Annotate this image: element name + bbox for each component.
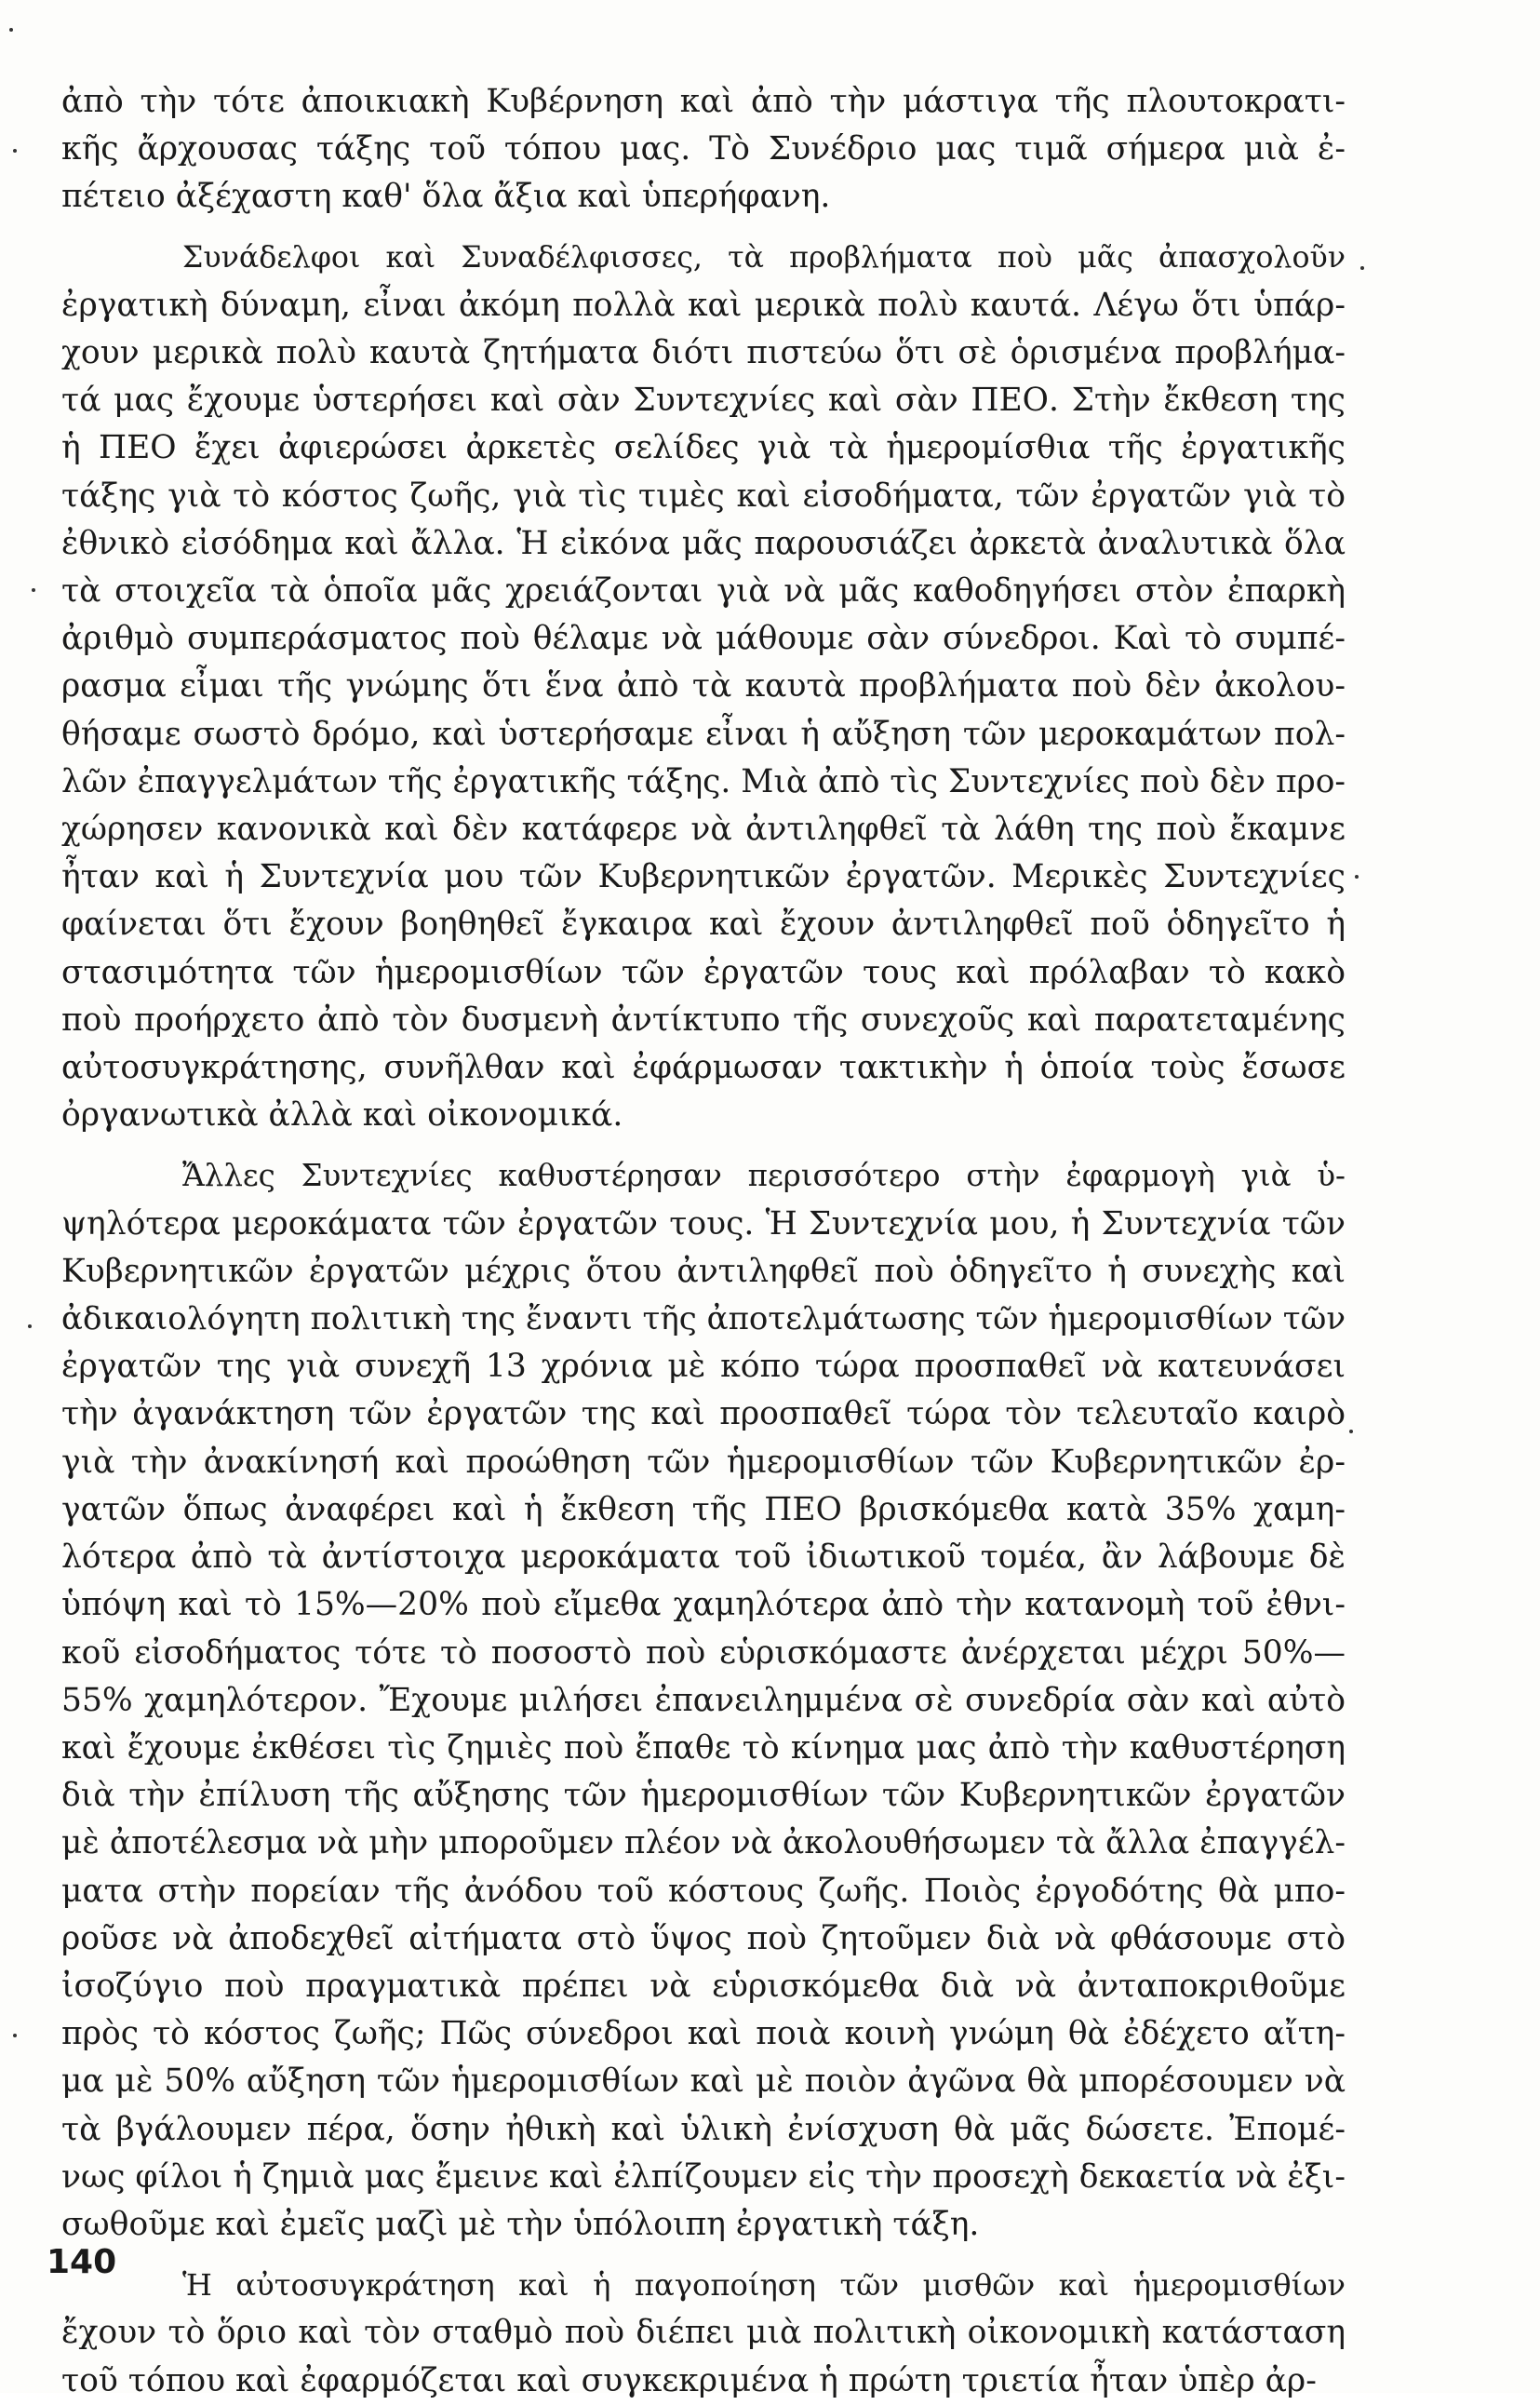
text-line: πρὸς τὸ κόστος ζωῆς; Πῶς σύνεδροι καὶ ποιὰ κοινὴ γνώμη θὰ ἐδέχετο αἴτη- bbox=[61, 2015, 1346, 2053]
paragraph bbox=[61, 78, 1346, 222]
text-line: τοῦ τόπου καὶ ἐφαρμόζεται καὶ συγκεκριμένα ἡ πρώτη τριετία ἦταν ὑπὲρ ἀρ- bbox=[61, 2361, 1317, 2399]
text-line: λῶν ἐπαγγελμάτων τῆς ἐργατικῆς τάξης. Μιὰ ἀπὸ τὶς Συντεχνίες ποὺ δὲν προ- bbox=[61, 762, 1346, 800]
text-line: πέτειο ἀξέχαστη καθ' ὅλα ἄξια καὶ ὑπερήφανη. bbox=[61, 178, 831, 216]
scan-speck bbox=[1360, 266, 1364, 270]
text-line: μα μὲ 50% αὔξηση τῶν ἡμερομισθίων καὶ μὲ ποιὸν ἀγῶνα θὰ μπορέσουμεν νὰ bbox=[61, 2062, 1346, 2101]
text-line: ρασμα εἶμαι τῆς γνώμης ὅτι ἕνα ἀπὸ τὰ καυτὰ προβλήματα ποὺ δὲν ἀκολου- bbox=[61, 667, 1346, 705]
text-line: Ἄλλες Συντεχνίες καθυστέρησαν περισσότερο στὴν ἐφαρμογὴ γιὰ ὑ- bbox=[182, 1158, 1346, 1194]
text-line: ψηλότερα μεροκάματα τῶν ἐργατῶν τους. Ἡ Συντεχνία μου, ἡ Συντεχνία τῶν bbox=[61, 1204, 1346, 1243]
text-line: στασιμότητα τῶν ἡμερομισθίων τῶν ἐργατῶν τους καὶ πρόλαβαν τὸ κακὸ bbox=[61, 953, 1346, 991]
text-line: κῆς ἄρχουσας τάξης τοῦ τόπου μας. Τὸ Συνέδριο μας τιμᾶ σήμερα μιὰ ἐ- bbox=[61, 130, 1346, 168]
text-line: ἡ ΠΕΟ ἔχει ἀφιερώσει ἀρκετὲς σελίδες γιὰ τὰ ἡμερομίσθια τῆς ἐργατικῆς bbox=[61, 429, 1346, 467]
text-line: ὑπόψη καὶ τὸ 15%—20% ποὺ εἴμεθα χαμηλότερα ἀπὸ τὴν κατανομὴ τοῦ ἐθνι- bbox=[61, 1586, 1346, 1624]
text-line: ροῦσε νὰ ἀποδεχθεῖ αἰτήματα στὸ ὕψος ποὺ ζητοῦμεν διὰ νὰ φθάσουμε στὸ bbox=[61, 1919, 1346, 1957]
text-line: χώρησεν κανονικὰ καὶ δὲν κατάφερε νὰ ἀντιληφθεῖ τὰ λάθη της ποὺ ἔκαμνε bbox=[61, 811, 1346, 849]
text-line: τὰ βγάλουμεν πέρα, ὅσην ἠθικὴ καὶ ὑλικὴ ἐνίσχυση θὰ μᾶς δώσετε. Ἐπομέ- bbox=[61, 2110, 1346, 2148]
text-line: τά μας ἔχουμε ὑστερήσει καὶ σὰν Συντεχνίες καὶ σὰν ΠΕΟ. Στὴν ἔκθεση της bbox=[61, 382, 1346, 420]
text-line: Ἡ αὐτοσυγκράτηση καὶ ἡ παγοποίηση τῶν μισθῶν καὶ ἡμερομισθίων bbox=[182, 2267, 1346, 2304]
text-line: 55% χαμηλότερον. Ἔχουμε μιλήσει ἐπανειλημμένα σὲ συνεδρία σὰν καὶ αὐτὸ bbox=[61, 1681, 1346, 1719]
text-line: Συνάδελφοι καὶ Συναδέλφισσες, τὰ προβλήματα ποὺ μᾶς ἀπασχολοῦν bbox=[182, 240, 1346, 275]
text-line: ἀδικαιολόγητη πολιτικὴ της ἔναντι τῆς ἀποτελμάτωσης τῶν ἡμερομισθίων τῶν bbox=[61, 1300, 1346, 1338]
text-line: καὶ ἔχουμε ἐκθέσει τὶς ζημιὲς ποὺ ἔπαθε τὸ κίνημα μας ἀπὸ τὴν καθυστέρηση bbox=[61, 1728, 1346, 1767]
text-line: αὐτοσυγκράτησης, συνῆλθαν καὶ ἐφάρμωσαν τακτικὴν ἡ ὁποία τοὺς ἔσωσε bbox=[61, 1049, 1346, 1087]
scan-speck bbox=[1355, 875, 1359, 879]
paragraph bbox=[61, 235, 1346, 1140]
text-line: ἀπὸ τὴν τότε ἀποικιακὴ Κυβέρνηση καὶ ἀπὸ τὴν μάστιγα τῆς πλουτοκρατι- bbox=[61, 83, 1346, 120]
text-line: λότερα ἀπὸ τὰ ἀντίστοιχα μεροκάματα τοῦ ἰδιωτικοῦ τομέα, ἂν λάβουμε δὲ bbox=[61, 1538, 1346, 1577]
text-line: Κυβερνητικῶν ἐργατῶν μέχρις ὅτου ἀντιληφθεῖ ποὺ ὁδηγεῖτο ἡ συνεχὴς καὶ bbox=[61, 1252, 1346, 1290]
text-line: γατῶν ὅπως ἀναφέρει καὶ ἡ ἔκθεση τῆς ΠΕΟ βρισκόμεθα κατὰ 35% χαμη- bbox=[61, 1490, 1346, 1528]
text-line: χουν μερικὰ πολὺ καυτὰ ζητήματα διότι πιστεύω ὅτι σὲ ὁρισμένα προβλήμα- bbox=[61, 334, 1346, 372]
text-line: μὲ ἀποτέλεσμα νὰ μὴν μποροῦμεν πλέον νὰ ἀκολουθήσωμεν τὰ ἄλλα ἐπαγγέλ- bbox=[61, 1824, 1346, 1862]
page-number: 140 bbox=[47, 2243, 117, 2281]
paragraph bbox=[61, 1152, 1346, 2249]
text-line: φαίνεται ὅτι ἔχουν βοηθηθεῖ ἔγκαιρα καὶ ἔχουν ἀντιληφθεῖ ποῦ ὁδηγεῖτο ἡ bbox=[61, 906, 1346, 944]
text-line: ματα στὴν πορείαν τῆς ἀνόδου τοῦ κόστους ζωῆς. Ποιὸς ἐργοδότης θὰ μπο- bbox=[61, 1872, 1346, 1910]
text-line: τάξης γιὰ τὸ κόστος ζωῆς, γιὰ τὶς τιμὲς καὶ εἰσοδήματα, τῶν ἐργατῶν γιὰ τὸ bbox=[61, 477, 1346, 515]
scan-speck bbox=[28, 1324, 32, 1328]
scan-speck bbox=[13, 2034, 17, 2037]
text-line: νως φίλοι ἡ ζημιὰ μας ἔμεινε καὶ ἐλπίζουμεν εἰς τὴν προσεχὴ δεκαετία νὰ ἐξι- bbox=[61, 2157, 1346, 2196]
body-text bbox=[61, 78, 1346, 2405]
text-line: ἀριθμὸ συμπεράσματος ποὺ θέλαμε νὰ μάθουμε σὰν σύνεδροι. Καὶ τὸ συμπέ- bbox=[61, 620, 1346, 658]
text-line: τὴν ἀγανάκτηση τῶν ἐργατῶν της καὶ προσπαθεῖ τώρα τὸν τελευταῖο καιρὸ bbox=[61, 1395, 1346, 1433]
scan-speck bbox=[1349, 1430, 1353, 1433]
text-line: ἔχουν τὸ ὅριο καὶ τὸν σταθμὸ ποὺ διέπει μιὰ πολιτικὴ οἰκονομικὴ κατάσταση bbox=[61, 2314, 1346, 2352]
text-line: κοῦ εἰσοδήματος τότε τὸ ποσοστὸ ποὺ εὑρισκόμαστε ἀνέρχεται μέχρι 50%— bbox=[61, 1633, 1346, 1672]
scan-speck bbox=[9, 28, 13, 32]
text-line: τὰ στοιχεῖα τὰ ὁποῖα μᾶς χρειάζονται γιὰ νὰ μᾶς καθοδηγήσει στὸν ἐπαρκὴ bbox=[61, 572, 1346, 611]
text-line: ποὺ προήρχετο ἀπὸ τὸν δυσμενὴ ἀντίκτυπο τῆς συνεχοῦς καὶ παρατεταμένης bbox=[61, 1001, 1346, 1039]
text-line: ἐθνικὸ εἰσόδημα καὶ ἄλλα. Ἡ εἰκόνα μᾶς παρουσιάζει ἀρκετὰ ἀναλυτικὰ ὅλα bbox=[61, 524, 1346, 562]
text-line: ἐργατῶν της γιὰ συνεχῆ 13 χρόνια μὲ κόπο τώρα προσπαθεῖ νὰ κατευνάσει bbox=[61, 1348, 1346, 1386]
text-line: ὀργανωτικὰ ἀλλὰ καὶ οἰκονομικά. bbox=[61, 1096, 623, 1135]
text-line: ἰσοζύγιο ποὺ πραγματικὰ πρέπει νὰ εὑρισκόμεθα διὰ νὰ ἀνταποκριθοῦμε bbox=[61, 1967, 1346, 2005]
text-line: ἐργατικὴ δύναμη, εἶναι ἀκόμη πολλὰ καὶ μερικὰ πολὺ καυτά. Λέγω ὅτι ὑπάρ- bbox=[61, 286, 1346, 324]
text-line: γιὰ τὴν ἀνακίνησή καὶ προώθηση τῶν ἡμερομισθίων τῶν Κυβερνητικῶν ἐρ- bbox=[61, 1443, 1346, 1481]
text-line: ἦταν καὶ ἡ Συντεχνία μου τῶν Κυβερνητικῶν ἐργατῶν. Μερικὲς Συντεχνίες bbox=[61, 858, 1346, 896]
text-line: θήσαμε σωστὸ δρόμο, καὶ ὑστερήσαμε εἶναι ἡ αὔξηση τῶν μεροκαμάτων πολ- bbox=[61, 715, 1346, 753]
text-line: σωθοῦμε καὶ ἐμεῖς μαζὶ μὲ τὴν ὑπόλοιπη ἐργατικὴ τάξη. bbox=[61, 2205, 980, 2243]
paragraph bbox=[61, 2262, 1346, 2405]
scan-speck bbox=[13, 149, 17, 153]
scan-speck bbox=[32, 588, 35, 592]
text-line: διὰ τὴν ἐπίλυση τῆς αὔξησης τῶν ἡμερομισθίων τῶν Κυβερνητικῶν ἐργατῶν bbox=[61, 1777, 1346, 1815]
